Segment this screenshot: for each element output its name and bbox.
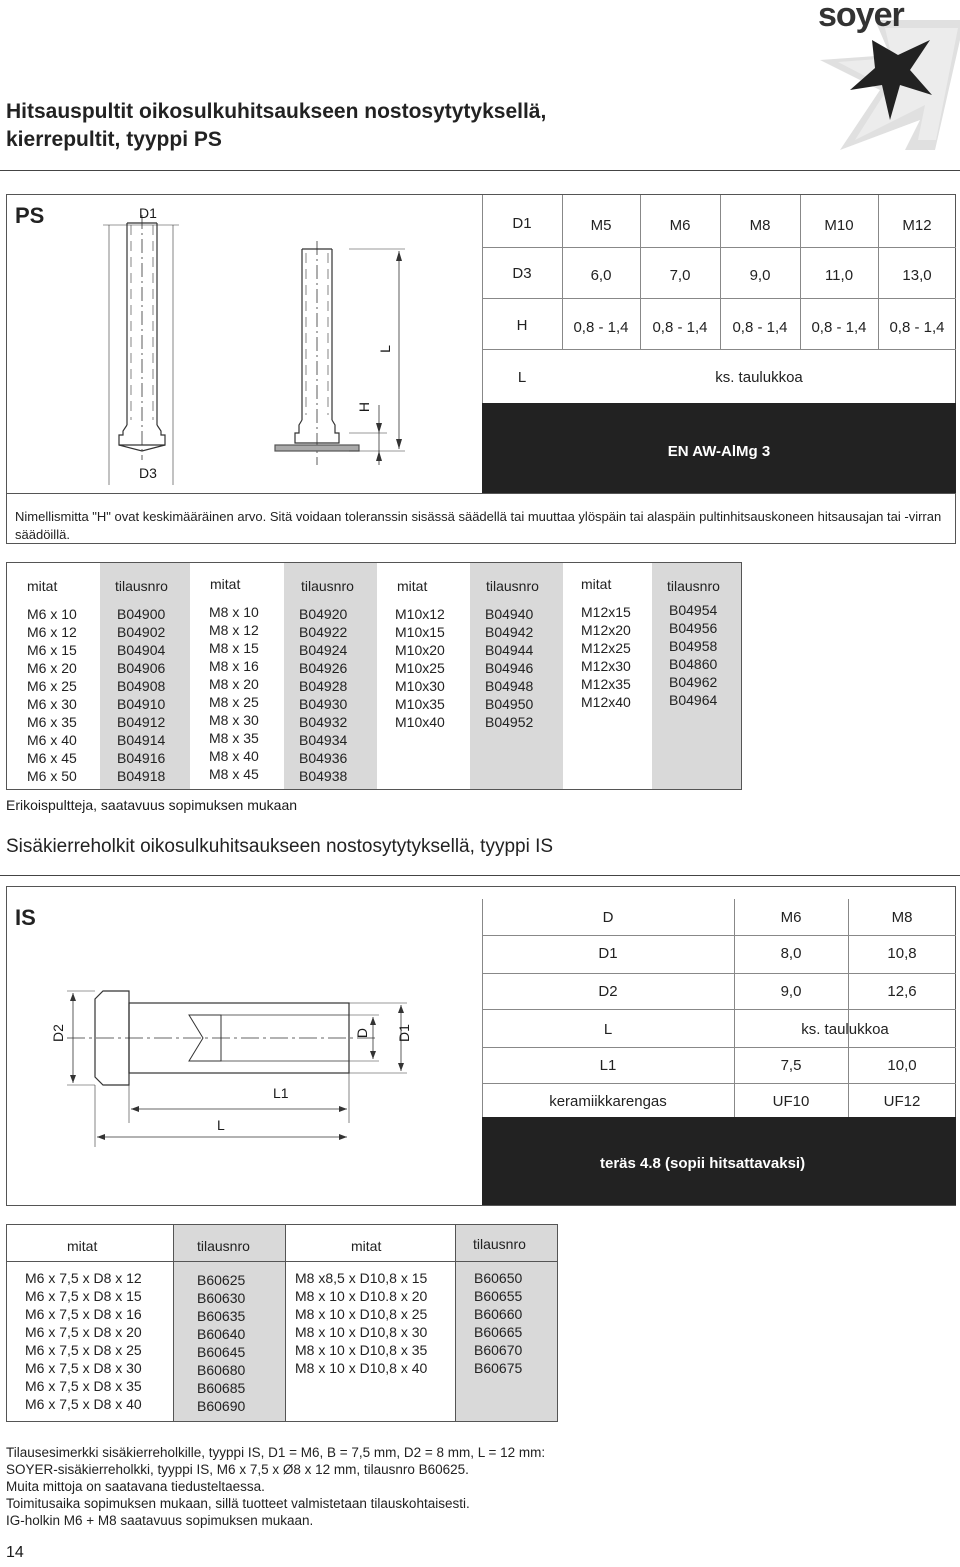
brand-name: soyer bbox=[818, 0, 904, 34]
order-cell: M6 x 7,5 x D8 x 20 bbox=[25, 1324, 142, 1340]
ps-title bbox=[6, 98, 546, 154]
order-header: tilausnro bbox=[197, 1238, 250, 1254]
order-cell: M8 x 10 x D10.8 x 20 bbox=[295, 1288, 428, 1304]
spec-value: M8 bbox=[749, 217, 771, 234]
order-cell: M6 x 7,5 x D8 x 12 bbox=[25, 1270, 142, 1286]
order-column-nos-m6 bbox=[197, 1271, 245, 1415]
order-header: tilausnro bbox=[667, 578, 720, 594]
order-cell: M10x25 bbox=[395, 660, 445, 676]
order-cell: M8 x 20 bbox=[209, 676, 259, 692]
spec-label: D1 bbox=[598, 945, 618, 962]
order-cell: B04914 bbox=[117, 732, 166, 748]
is-box-label: IS bbox=[15, 905, 36, 930]
order-cell: B60660 bbox=[474, 1306, 523, 1322]
order-cell: M6 x 25 bbox=[27, 678, 77, 694]
order-cell: M8 x 10 x D10,8 x 25 bbox=[295, 1306, 428, 1322]
order-cell: B04932 bbox=[299, 714, 348, 730]
order-cell: B04946 bbox=[485, 660, 534, 676]
order-cell: B04948 bbox=[485, 678, 534, 694]
ps-label-h: H bbox=[356, 401, 373, 413]
order-cell: M8 x 10 bbox=[209, 604, 259, 620]
order-cell: B04912 bbox=[117, 714, 166, 730]
order-cell: B04940 bbox=[485, 606, 534, 622]
order-header: tilausnro bbox=[486, 578, 539, 594]
spec-value: 0,8 - 1,4 bbox=[732, 319, 788, 336]
ps-label-l: L bbox=[376, 345, 393, 353]
ps-label-d1: D1 bbox=[139, 205, 157, 221]
order-cell: M12x30 bbox=[581, 658, 631, 674]
page-number: 14 bbox=[6, 1544, 24, 1561]
order-cell: B04956 bbox=[669, 620, 718, 636]
order-cell: M8 x 30 bbox=[209, 712, 259, 728]
footer-line: Tilausesimerkki sisäkierreholkille, tyyppi IS, D1 = M6, B = 7,5 mm, D2 = 8 mm, L = 12 mm: bbox=[6, 1445, 546, 1460]
spec-value: 9,0 bbox=[749, 267, 771, 284]
spec-label: D2 bbox=[598, 983, 618, 1000]
order-column-dims-m10 bbox=[395, 605, 445, 731]
order-cell: B04952 bbox=[485, 714, 534, 730]
is-spec-box bbox=[6, 886, 956, 1206]
order-cell: B04906 bbox=[117, 660, 166, 676]
spec-value: 13,0 bbox=[902, 267, 932, 284]
order-column-dims-m12 bbox=[581, 603, 631, 711]
footer-line: Toimitusaika sopimuksen mukaan, sillä tuotteet valmistetaan tilauskohtaisesti. bbox=[6, 1496, 470, 1511]
order-cell: B60630 bbox=[197, 1290, 246, 1306]
order-example-notes bbox=[6, 1444, 946, 1529]
spec-value: M6 bbox=[669, 217, 691, 234]
order-cell: B60690 bbox=[197, 1398, 246, 1414]
order-cell: M6 x 7,5 x D8 x 15 bbox=[25, 1288, 142, 1304]
order-cell: B60640 bbox=[197, 1326, 246, 1342]
order-header: mitat bbox=[210, 576, 241, 592]
ps-title-line1: Hitsauspultit oikosulkuhitsaukseen nostosytytyksellä, bbox=[6, 100, 547, 123]
order-cell: B04908 bbox=[117, 678, 166, 694]
spec-label: H bbox=[516, 317, 528, 334]
order-cell: M12x20 bbox=[581, 622, 631, 638]
spec-value: 6,0 bbox=[590, 267, 612, 284]
order-column-nos-m8 bbox=[474, 1269, 522, 1377]
is-material-band: teräs 4.8 (sopii hitsattavaksi) bbox=[482, 1117, 956, 1205]
is-label-d1: D1 bbox=[395, 1024, 412, 1042]
order-cell: M6 x 7,5 x D8 x 35 bbox=[25, 1378, 142, 1394]
spec-value: 0,8 - 1,4 bbox=[573, 319, 629, 336]
order-cell: B60645 bbox=[197, 1344, 246, 1360]
order-cell: M8 x 45 bbox=[209, 766, 259, 782]
order-cell: B04934 bbox=[299, 732, 348, 748]
is-label-d: D bbox=[354, 1027, 371, 1039]
order-cell: B04918 bbox=[117, 768, 166, 784]
spec-value: 0,8 - 1,4 bbox=[889, 319, 945, 336]
ps-spec-box bbox=[6, 194, 956, 544]
spec-value: 12,6 bbox=[887, 983, 917, 1000]
order-cell: B04954 bbox=[669, 602, 718, 618]
order-cell: M10x40 bbox=[395, 714, 445, 730]
order-cell: M8 x 35 bbox=[209, 730, 259, 746]
order-column-dims-m8 bbox=[209, 603, 259, 783]
spec-label: keramiikkarengas bbox=[549, 1093, 667, 1110]
order-cell: M6 x 20 bbox=[27, 660, 77, 676]
order-column-dims-m8 bbox=[295, 1269, 427, 1377]
order-cell: B04910 bbox=[117, 696, 166, 712]
spec-value: 9,0 bbox=[780, 983, 802, 1000]
spec-value: 7,0 bbox=[669, 267, 691, 284]
spec-label: D bbox=[602, 909, 614, 926]
order-column-nos-m6 bbox=[117, 605, 165, 785]
order-column-nos-m8 bbox=[299, 605, 347, 785]
order-column-nos-m10 bbox=[485, 605, 533, 731]
spec-value: 0,8 - 1,4 bbox=[811, 319, 867, 336]
spec-value: 8,0 bbox=[780, 945, 802, 962]
order-header: mitat bbox=[27, 578, 58, 594]
divider bbox=[0, 875, 960, 876]
spec-value: M8 bbox=[891, 909, 913, 926]
spec-value: UF10 bbox=[772, 1093, 810, 1110]
order-cell: B04938 bbox=[299, 768, 348, 784]
order-cell: M10x20 bbox=[395, 642, 445, 658]
order-header: mitat bbox=[581, 576, 612, 592]
order-cell: B04930 bbox=[299, 696, 348, 712]
spec-value: 11,0 bbox=[824, 267, 854, 284]
spec-label: D3 bbox=[512, 265, 532, 282]
order-cell: M8 x 12 bbox=[209, 622, 259, 638]
spec-value: 10,0 bbox=[887, 1057, 917, 1074]
order-header: tilausnro bbox=[301, 578, 354, 594]
order-cell: B04964 bbox=[669, 692, 718, 708]
order-cell: B60675 bbox=[474, 1360, 523, 1376]
order-cell: M6 x 7,5 x D8 x 25 bbox=[25, 1342, 142, 1358]
ps-bolt-drawing bbox=[7, 195, 482, 495]
order-column-nos-m12 bbox=[669, 601, 717, 709]
order-cell: M8 x 40 bbox=[209, 748, 259, 764]
order-cell: B04900 bbox=[117, 606, 166, 622]
spec-value: ks. taulukkoa bbox=[715, 369, 803, 386]
order-cell: M8 x 16 bbox=[209, 658, 259, 674]
ps-order-table bbox=[6, 562, 742, 790]
order-cell: B04922 bbox=[299, 624, 348, 640]
order-cell: B04942 bbox=[485, 624, 534, 640]
order-cell: B60625 bbox=[197, 1272, 246, 1288]
order-cell: M12x25 bbox=[581, 640, 631, 656]
order-cell: M12x40 bbox=[581, 694, 631, 710]
order-cell: B04928 bbox=[299, 678, 348, 694]
is-title: Sisäkierreholkit oikosulkuhitsaukseen nostosytytyksellä, tyyppi IS bbox=[6, 836, 554, 857]
order-header: mitat bbox=[351, 1238, 382, 1254]
order-cell: B60655 bbox=[474, 1288, 523, 1304]
order-cell: M10x30 bbox=[395, 678, 445, 694]
order-header: tilausnro bbox=[473, 1236, 526, 1252]
order-header: mitat bbox=[397, 578, 428, 594]
order-cell: M6 x 7,5 x D8 x 16 bbox=[25, 1306, 142, 1322]
order-cell: B04916 bbox=[117, 750, 166, 766]
spec-value: M6 bbox=[780, 909, 802, 926]
order-cell: M6 x 7,5 x D8 x 30 bbox=[25, 1360, 142, 1376]
order-cell: M6 x 35 bbox=[27, 714, 77, 730]
ps-title-line2: kierrepultit, tyyppi PS bbox=[6, 128, 222, 151]
order-cell: M6 x 30 bbox=[27, 696, 77, 712]
is-label-l1: L1 bbox=[273, 1085, 289, 1101]
spec-label: D1 bbox=[512, 215, 532, 232]
footer-line: Muita mittoja on saatavana tiedusteltaessa. bbox=[6, 1479, 265, 1494]
spec-label: L1 bbox=[599, 1057, 617, 1074]
order-cell: M6 x 45 bbox=[27, 750, 77, 766]
order-cell: M6 x 10 bbox=[27, 606, 77, 622]
order-cell: M6 x 15 bbox=[27, 642, 77, 658]
order-cell: M12x35 bbox=[581, 676, 631, 692]
spec-value: UF12 bbox=[883, 1093, 921, 1110]
order-cell: M10x12 bbox=[395, 606, 445, 622]
order-column-dims-m6 bbox=[27, 605, 77, 785]
is-order-table bbox=[6, 1224, 558, 1422]
order-cell: M6 x 50 bbox=[27, 768, 77, 784]
order-cell: B04950 bbox=[485, 696, 534, 712]
order-cell: B04958 bbox=[669, 638, 718, 654]
ps-note: Nimellismitta "H" ovat keskimääräinen arvo. Sitä voidaan toleranssin sisässä säädellä tai muuttaa ylöspäin tai alaspäin pultinhitsauskoneen hitsausajan tai -virran säädöillä. bbox=[15, 509, 942, 542]
order-cell: B60665 bbox=[474, 1324, 523, 1340]
order-cell: B04936 bbox=[299, 750, 348, 766]
ps-material-band: EN AW-AlMg 3 bbox=[482, 403, 956, 493]
order-cell: B04962 bbox=[669, 674, 718, 690]
order-header: tilausnro bbox=[115, 578, 168, 594]
divider bbox=[0, 170, 960, 171]
order-cell: B60680 bbox=[197, 1362, 246, 1378]
footer-line: SOYER-sisäkierreholkki, tyyppi IS, M6 x 7,5 x Ø8 x 12 mm, tilausnro B60625. bbox=[6, 1462, 469, 1477]
spec-value: 7,5 bbox=[780, 1057, 802, 1074]
order-cell: M8 x 10 x D10,8 x 35 bbox=[295, 1342, 428, 1358]
order-cell: B60650 bbox=[474, 1270, 523, 1286]
order-header: mitat bbox=[67, 1238, 98, 1254]
order-cell: M6 x 40 bbox=[27, 732, 77, 748]
order-cell: M6 x 12 bbox=[27, 624, 77, 640]
spec-value: 10,8 bbox=[887, 945, 917, 962]
spec-label: L bbox=[517, 369, 527, 386]
order-cell: B60635 bbox=[197, 1308, 246, 1324]
spec-value: M12 bbox=[902, 217, 932, 234]
spec-label: L bbox=[603, 1021, 613, 1038]
spec-value: M5 bbox=[590, 217, 612, 234]
order-cell: M8 x 25 bbox=[209, 694, 259, 710]
order-cell: B04860 bbox=[669, 656, 718, 672]
ps-box-label: PS bbox=[15, 203, 45, 228]
order-cell: B60670 bbox=[474, 1342, 523, 1358]
order-cell: M8 x 10 x D10,8 x 40 bbox=[295, 1360, 428, 1376]
is-label-d2: D2 bbox=[49, 1024, 66, 1042]
order-cell: M8 x 10 x D10,8 x 30 bbox=[295, 1324, 428, 1340]
order-cell: M8 x 15 bbox=[209, 640, 259, 656]
order-cell: M8 x8,5 x D10,8 x 15 bbox=[295, 1270, 428, 1286]
order-cell: B04924 bbox=[299, 642, 348, 658]
order-cell: B60685 bbox=[197, 1380, 246, 1396]
spec-value: M10 bbox=[824, 217, 854, 234]
footer-line: IG-holkin M6 + M8 saatavuus sopimuksen mukaan. bbox=[6, 1513, 314, 1528]
order-cell: B04926 bbox=[299, 660, 348, 676]
spec-value: ks. taulukkoa bbox=[801, 1021, 889, 1038]
order-cell: B04920 bbox=[299, 606, 348, 622]
is-label-l: L bbox=[217, 1117, 225, 1133]
order-column-dims-m6 bbox=[25, 1269, 142, 1413]
special-note: Erikoispultteja, saatavuus sopimuksen mukaan bbox=[6, 797, 298, 813]
order-cell: M12x15 bbox=[581, 604, 631, 620]
order-cell: B04902 bbox=[117, 624, 166, 640]
order-cell: B04904 bbox=[117, 642, 166, 658]
ps-label-d3: D3 bbox=[139, 465, 157, 481]
order-cell: M6 x 7,5 x D8 x 40 bbox=[25, 1396, 142, 1412]
order-cell: M10x35 bbox=[395, 696, 445, 712]
soyer-logo bbox=[760, 0, 960, 160]
order-cell: M10x15 bbox=[395, 624, 445, 640]
spec-value: 0,8 - 1,4 bbox=[652, 319, 708, 336]
order-cell: B04944 bbox=[485, 642, 534, 658]
